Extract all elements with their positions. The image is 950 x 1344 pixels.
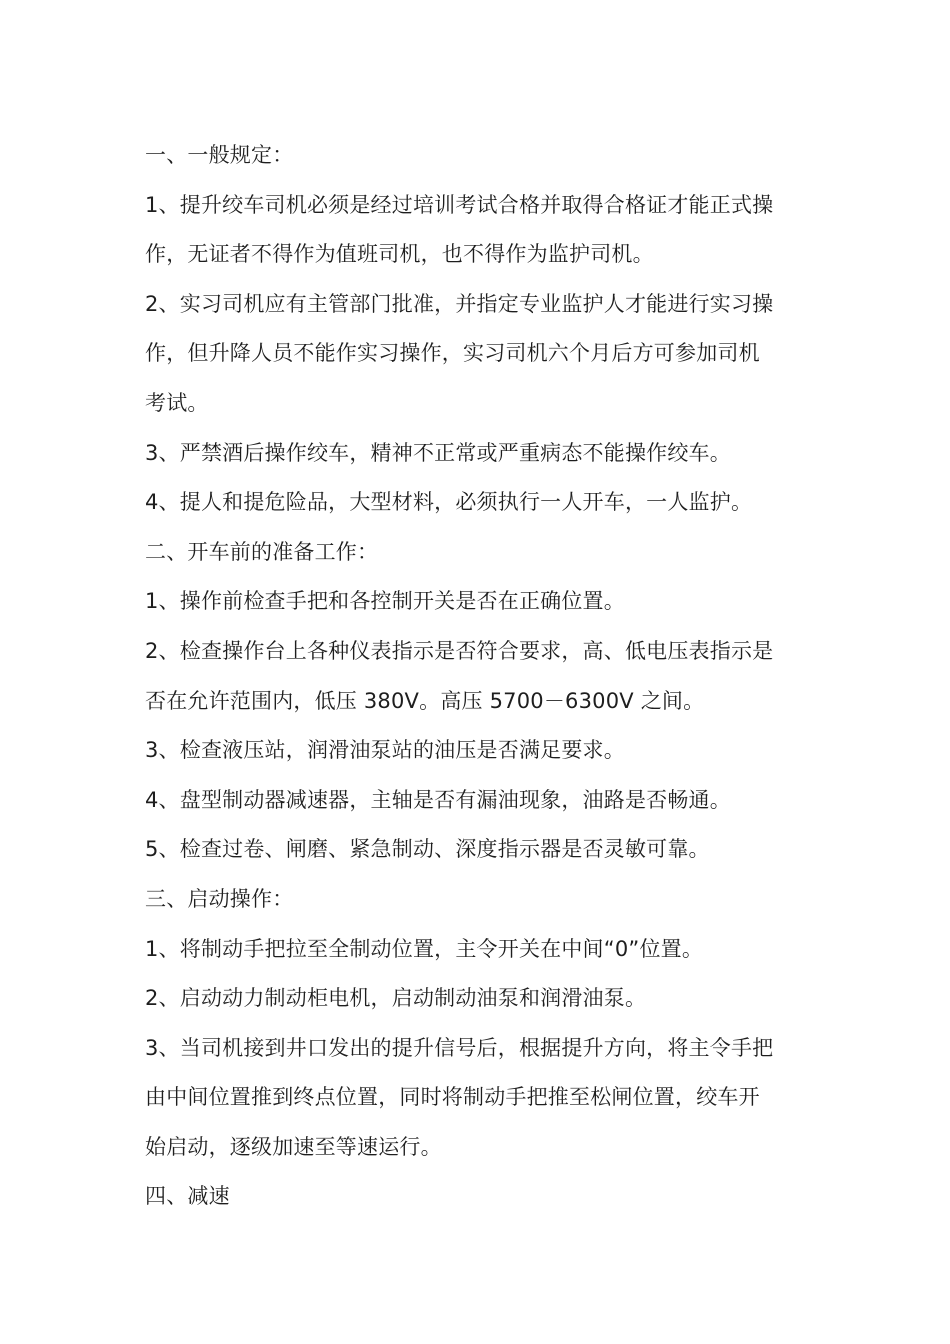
section-heading-startup: 三、启动操作：	[145, 886, 294, 911]
paragraph-line: 2、启动动力制动柜电机，启动制动油泵和润滑油泵。	[145, 986, 647, 1011]
paragraph-line: 1、将制动手把拉至全制动位置，主令开关在中间“0”位置。	[145, 936, 704, 961]
paragraph-line: 3、检查液压站，润滑油泵站的油压是否满足要求。	[145, 738, 625, 763]
paragraph-line: 5、检查过卷、闸磨、紧急制动、深度指示器是否灵敏可靠。	[145, 837, 710, 862]
paragraph-line: 1、操作前检查手把和各控制开关是否在正确位置。	[145, 589, 625, 614]
document-body	[145, 131, 810, 1222]
section-heading-preparation: 二、开车前的准备工作：	[145, 539, 379, 564]
paragraph-line: 否在允许范围内，低压 380V。高压 5700－6300V 之间。	[145, 688, 705, 713]
paragraph-line: 始启动，逐级加速至等速运行。	[145, 1134, 442, 1159]
paragraph-line: 由中间位置推到终点位置，同时将制动手把推至松闸位置，绞车开	[145, 1085, 760, 1110]
section-heading-deceleration: 四、减速	[145, 1184, 230, 1209]
paragraph-line: 2、实习司机应有主管部门批准，并指定专业监护人才能进行实习操	[145, 291, 774, 316]
paragraph-line: 3、严禁酒后操作绞车，精神不正常或严重病态不能操作绞车。	[145, 440, 731, 465]
paragraph-line: 3、当司机接到井口发出的提升信号后，根据提升方向，将主令手把	[145, 1035, 774, 1060]
paragraph-line: 作，无证者不得作为值班司机，也不得作为监护司机。	[145, 242, 654, 267]
paragraph-line: 4、提人和提危险品，大型材料，必须执行一人开车，一人监护。	[145, 490, 753, 515]
paragraph-line: 1、提升绞车司机必须是经过培训考试合格并取得合格证才能正式操	[145, 192, 774, 217]
section-heading-general-rules: 一、一般规定：	[145, 143, 294, 167]
paragraph-line: 作，但升降人员不能作实习操作，实习司机六个月后方可参加司机	[145, 341, 760, 366]
paragraph-line: 考试。	[145, 390, 209, 415]
paragraph-line: 2、检查操作台上各种仪表指示是否符合要求，高、低电压表指示是	[145, 638, 774, 663]
paragraph-line: 4、盘型制动器减速器，主轴是否有漏油现象，油路是否畅通。	[145, 787, 731, 812]
